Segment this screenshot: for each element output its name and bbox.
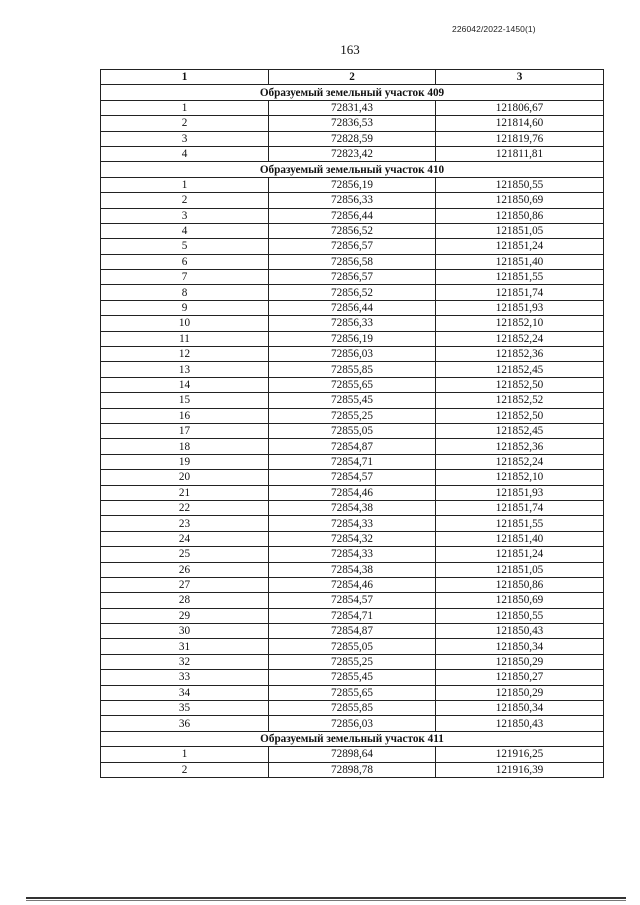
x-coordinate-cell: 72898,78 bbox=[269, 762, 436, 777]
y-coordinate-cell: 121851,24 bbox=[436, 239, 604, 254]
point-number-cell: 24 bbox=[101, 531, 269, 546]
point-number-cell: 6 bbox=[101, 254, 269, 269]
point-number-cell: 22 bbox=[101, 500, 269, 515]
x-coordinate-cell: 72854,57 bbox=[269, 593, 436, 608]
point-number-cell: 21 bbox=[101, 485, 269, 500]
table-row bbox=[101, 701, 604, 716]
point-number-cell: 27 bbox=[101, 577, 269, 592]
point-number-cell: 19 bbox=[101, 454, 269, 469]
point-number-cell: 20 bbox=[101, 470, 269, 485]
x-coordinate-cell: 72854,38 bbox=[269, 500, 436, 515]
table-row bbox=[101, 285, 604, 300]
table-row bbox=[101, 270, 604, 285]
table-row bbox=[101, 362, 604, 377]
y-coordinate-cell: 121852,50 bbox=[436, 377, 604, 392]
table-row bbox=[101, 146, 604, 161]
point-number-cell: 16 bbox=[101, 408, 269, 423]
y-coordinate-cell: 121850,86 bbox=[436, 208, 604, 223]
y-coordinate-cell: 121851,05 bbox=[436, 562, 604, 577]
table-row bbox=[101, 223, 604, 238]
y-coordinate-cell: 121814,60 bbox=[436, 116, 604, 131]
table-row bbox=[101, 716, 604, 731]
table-row bbox=[101, 670, 604, 685]
point-number-cell: 2 bbox=[101, 762, 269, 777]
point-number-cell: 1 bbox=[101, 177, 269, 192]
section-header-row bbox=[101, 162, 604, 177]
x-coordinate-cell: 72856,58 bbox=[269, 254, 436, 269]
table-row bbox=[101, 485, 604, 500]
x-coordinate-cell: 72856,19 bbox=[269, 331, 436, 346]
scan-edge-line bbox=[26, 897, 626, 899]
table-row bbox=[101, 593, 604, 608]
table-row bbox=[101, 377, 604, 392]
x-coordinate-cell: 72854,38 bbox=[269, 562, 436, 577]
x-coordinate-cell: 72855,25 bbox=[269, 408, 436, 423]
y-coordinate-cell: 121851,93 bbox=[436, 485, 604, 500]
x-coordinate-cell: 72856,19 bbox=[269, 177, 436, 192]
point-number-cell: 17 bbox=[101, 423, 269, 438]
x-coordinate-cell: 72854,57 bbox=[269, 470, 436, 485]
table-row bbox=[101, 562, 604, 577]
column-header: 3 bbox=[436, 70, 604, 85]
y-coordinate-cell: 121850,55 bbox=[436, 608, 604, 623]
table-row bbox=[101, 177, 604, 192]
point-number-cell: 7 bbox=[101, 270, 269, 285]
y-coordinate-cell: 121806,67 bbox=[436, 100, 604, 115]
scan-edge-line bbox=[26, 900, 626, 901]
table-row bbox=[101, 747, 604, 762]
y-coordinate-cell: 121819,76 bbox=[436, 131, 604, 146]
point-number-cell: 4 bbox=[101, 146, 269, 161]
point-number-cell: 32 bbox=[101, 654, 269, 669]
x-coordinate-cell: 72854,71 bbox=[269, 608, 436, 623]
x-coordinate-cell: 72854,33 bbox=[269, 516, 436, 531]
y-coordinate-cell: 121852,45 bbox=[436, 362, 604, 377]
table-row bbox=[101, 516, 604, 531]
table-row bbox=[101, 470, 604, 485]
point-number-cell: 9 bbox=[101, 300, 269, 315]
point-number-cell: 28 bbox=[101, 593, 269, 608]
y-coordinate-cell: 121850,34 bbox=[436, 639, 604, 654]
point-number-cell: 34 bbox=[101, 685, 269, 700]
y-coordinate-cell: 121852,24 bbox=[436, 331, 604, 346]
point-number-cell: 15 bbox=[101, 393, 269, 408]
x-coordinate-cell: 72828,59 bbox=[269, 131, 436, 146]
x-coordinate-cell: 72854,32 bbox=[269, 531, 436, 546]
point-number-cell: 23 bbox=[101, 516, 269, 531]
y-coordinate-cell: 121851,05 bbox=[436, 223, 604, 238]
x-coordinate-cell: 72855,85 bbox=[269, 362, 436, 377]
point-number-cell: 35 bbox=[101, 701, 269, 716]
y-coordinate-cell: 121850,43 bbox=[436, 624, 604, 639]
point-number-cell: 1 bbox=[101, 100, 269, 115]
point-number-cell: 11 bbox=[101, 331, 269, 346]
point-number-cell: 31 bbox=[101, 639, 269, 654]
section-title: Образуемый земельный участок 410 bbox=[101, 162, 604, 177]
column-header: 1 bbox=[101, 70, 269, 85]
y-coordinate-cell: 121850,69 bbox=[436, 193, 604, 208]
y-coordinate-cell: 121850,86 bbox=[436, 577, 604, 592]
table-body bbox=[101, 85, 604, 778]
x-coordinate-cell: 72855,05 bbox=[269, 423, 436, 438]
y-coordinate-cell: 121851,40 bbox=[436, 254, 604, 269]
y-coordinate-cell: 121851,74 bbox=[436, 500, 604, 515]
table-row bbox=[101, 408, 604, 423]
y-coordinate-cell: 121852,45 bbox=[436, 423, 604, 438]
section-header-row bbox=[101, 731, 604, 746]
point-number-cell: 26 bbox=[101, 562, 269, 577]
table-row bbox=[101, 608, 604, 623]
x-coordinate-cell: 72854,33 bbox=[269, 547, 436, 562]
y-coordinate-cell: 121852,36 bbox=[436, 439, 604, 454]
x-coordinate-cell: 72856,57 bbox=[269, 239, 436, 254]
x-coordinate-cell: 72831,43 bbox=[269, 100, 436, 115]
coordinates-table bbox=[100, 69, 604, 778]
y-coordinate-cell: 121852,10 bbox=[436, 316, 604, 331]
table-row bbox=[101, 624, 604, 639]
table-row bbox=[101, 547, 604, 562]
point-number-cell: 18 bbox=[101, 439, 269, 454]
y-coordinate-cell: 121850,34 bbox=[436, 701, 604, 716]
point-number-cell: 36 bbox=[101, 716, 269, 731]
table-row bbox=[101, 423, 604, 438]
x-coordinate-cell: 72855,45 bbox=[269, 393, 436, 408]
point-number-cell: 2 bbox=[101, 116, 269, 131]
y-coordinate-cell: 121850,29 bbox=[436, 685, 604, 700]
y-coordinate-cell: 121851,24 bbox=[436, 547, 604, 562]
x-coordinate-cell: 72856,33 bbox=[269, 316, 436, 331]
x-coordinate-cell: 72854,87 bbox=[269, 624, 436, 639]
table-row bbox=[101, 116, 604, 131]
table-row bbox=[101, 100, 604, 115]
y-coordinate-cell: 121851,55 bbox=[436, 270, 604, 285]
table-row bbox=[101, 331, 604, 346]
y-coordinate-cell: 121852,24 bbox=[436, 454, 604, 469]
x-coordinate-cell: 72856,52 bbox=[269, 285, 436, 300]
table-row bbox=[101, 531, 604, 546]
y-coordinate-cell: 121851,74 bbox=[436, 285, 604, 300]
point-number-cell: 25 bbox=[101, 547, 269, 562]
y-coordinate-cell: 121850,55 bbox=[436, 177, 604, 192]
x-coordinate-cell: 72855,65 bbox=[269, 685, 436, 700]
page-number: 163 bbox=[340, 42, 360, 57]
table-row bbox=[101, 131, 604, 146]
y-coordinate-cell: 121852,10 bbox=[436, 470, 604, 485]
y-coordinate-cell: 121850,69 bbox=[436, 593, 604, 608]
x-coordinate-cell: 72855,45 bbox=[269, 670, 436, 685]
table-row bbox=[101, 347, 604, 362]
y-coordinate-cell: 121916,25 bbox=[436, 747, 604, 762]
y-coordinate-cell: 121916,39 bbox=[436, 762, 604, 777]
x-coordinate-cell: 72854,46 bbox=[269, 577, 436, 592]
table-row bbox=[101, 500, 604, 515]
y-coordinate-cell: 121851,93 bbox=[436, 300, 604, 315]
point-number-cell: 3 bbox=[101, 208, 269, 223]
y-coordinate-cell: 121851,40 bbox=[436, 531, 604, 546]
x-coordinate-cell: 72855,85 bbox=[269, 701, 436, 716]
table-row bbox=[101, 208, 604, 223]
table-row bbox=[101, 193, 604, 208]
x-coordinate-cell: 72854,87 bbox=[269, 439, 436, 454]
table-row bbox=[101, 239, 604, 254]
point-number-cell: 8 bbox=[101, 285, 269, 300]
point-number-cell: 4 bbox=[101, 223, 269, 238]
y-coordinate-cell: 121850,43 bbox=[436, 716, 604, 731]
point-number-cell: 29 bbox=[101, 608, 269, 623]
x-coordinate-cell: 72855,65 bbox=[269, 377, 436, 392]
y-coordinate-cell: 121850,27 bbox=[436, 670, 604, 685]
x-coordinate-cell: 72856,52 bbox=[269, 223, 436, 238]
y-coordinate-cell: 121851,55 bbox=[436, 516, 604, 531]
point-number-cell: 10 bbox=[101, 316, 269, 331]
section-title: Образуемый земельный участок 411 bbox=[101, 731, 604, 746]
point-number-cell: 13 bbox=[101, 362, 269, 377]
table-row bbox=[101, 300, 604, 315]
x-coordinate-cell: 72854,71 bbox=[269, 454, 436, 469]
x-coordinate-cell: 72823,42 bbox=[269, 146, 436, 161]
x-coordinate-cell: 72855,25 bbox=[269, 654, 436, 669]
table-row bbox=[101, 577, 604, 592]
x-coordinate-cell: 72856,44 bbox=[269, 208, 436, 223]
y-coordinate-cell: 121852,52 bbox=[436, 393, 604, 408]
point-number-cell: 5 bbox=[101, 239, 269, 254]
point-number-cell: 33 bbox=[101, 670, 269, 685]
table-row bbox=[101, 685, 604, 700]
section-title: Образуемый земельный участок 409 bbox=[101, 85, 604, 100]
point-number-cell: 3 bbox=[101, 131, 269, 146]
point-number-cell: 30 bbox=[101, 624, 269, 639]
y-coordinate-cell: 121850,29 bbox=[436, 654, 604, 669]
table-row bbox=[101, 762, 604, 777]
table-row bbox=[101, 393, 604, 408]
y-coordinate-cell: 121852,36 bbox=[436, 347, 604, 362]
point-number-cell: 14 bbox=[101, 377, 269, 392]
x-coordinate-cell: 72854,46 bbox=[269, 485, 436, 500]
y-coordinate-cell: 121852,50 bbox=[436, 408, 604, 423]
point-number-cell: 2 bbox=[101, 193, 269, 208]
x-coordinate-cell: 72898,64 bbox=[269, 747, 436, 762]
table-row bbox=[101, 454, 604, 469]
point-number-cell: 12 bbox=[101, 347, 269, 362]
column-header: 2 bbox=[269, 70, 436, 85]
x-coordinate-cell: 72856,44 bbox=[269, 300, 436, 315]
table-row bbox=[101, 439, 604, 454]
section-header-row bbox=[101, 85, 604, 100]
x-coordinate-cell: 72856,33 bbox=[269, 193, 436, 208]
table-row bbox=[101, 316, 604, 331]
table-row bbox=[101, 654, 604, 669]
x-coordinate-cell: 72836,53 bbox=[269, 116, 436, 131]
table-header-row bbox=[101, 70, 604, 85]
x-coordinate-cell: 72855,05 bbox=[269, 639, 436, 654]
x-coordinate-cell: 72856,03 bbox=[269, 347, 436, 362]
x-coordinate-cell: 72856,03 bbox=[269, 716, 436, 731]
table-row bbox=[101, 639, 604, 654]
point-number-cell: 1 bbox=[101, 747, 269, 762]
x-coordinate-cell: 72856,57 bbox=[269, 270, 436, 285]
document-id: 226042/2022-1450(1) bbox=[452, 24, 536, 34]
table-row bbox=[101, 254, 604, 269]
y-coordinate-cell: 121811,81 bbox=[436, 146, 604, 161]
